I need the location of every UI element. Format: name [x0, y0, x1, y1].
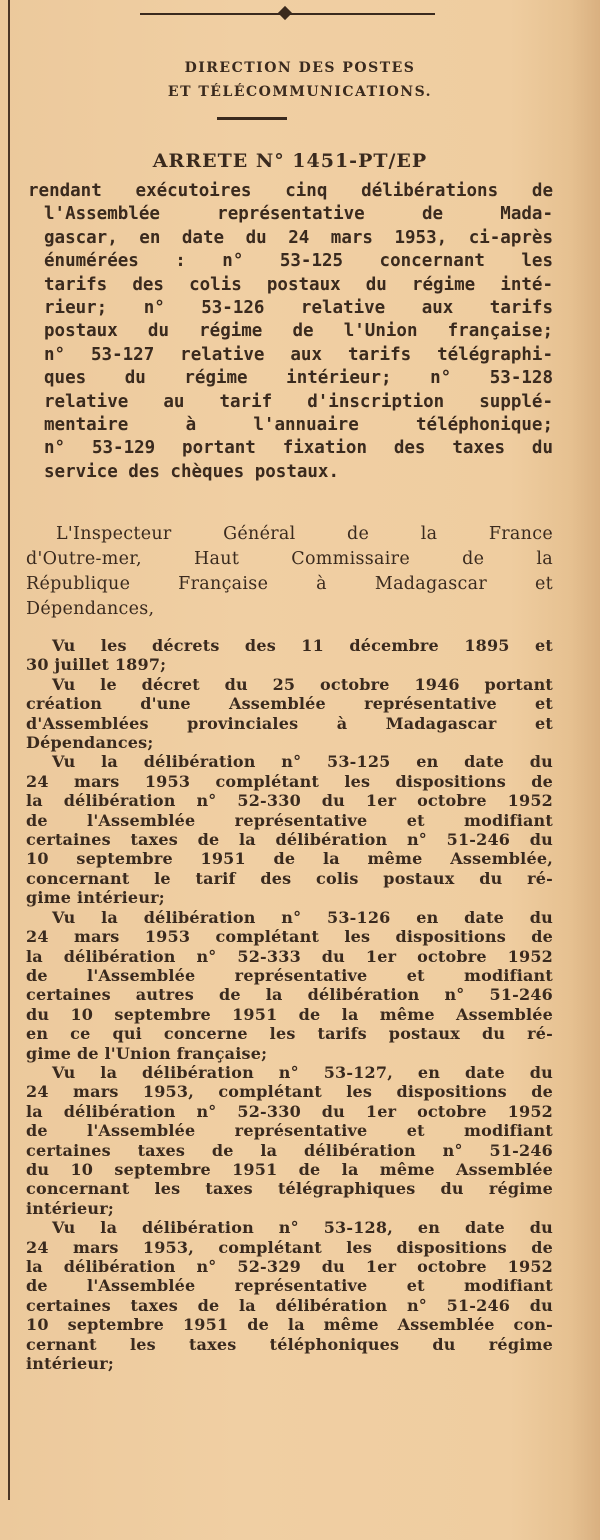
- summary-line: mentaire à l'annuaire téléphonique;: [44, 415, 553, 436]
- column-rule: [8, 0, 10, 1500]
- summary-line: tarifs des colis postaux du régime inté-: [44, 274, 553, 295]
- visa-line: Vu le décret du 25 octobre 1946 portant: [52, 674, 553, 694]
- arrete-title: ARRETE N° 1451-PT/EP: [152, 150, 428, 172]
- summary-line: n° 53-127 relative aux tarifs télégraphi-: [44, 344, 553, 365]
- visa-line: Dépendances;: [26, 733, 154, 753]
- visa-line: 10 septembre 1951 de la même Assemblée,: [26, 849, 553, 869]
- summary-line: postaux du régime de l'Union française;: [44, 321, 553, 342]
- visa-line: la délibération n° 52-330 du 1er octobre 1952: [26, 1101, 553, 1121]
- visa-line: Vu les décrets des 11 décembre 1895 et: [52, 636, 553, 655]
- visa-line: Vu la délibération n° 53-128, en date du: [52, 1218, 553, 1238]
- visa-line: en ce qui concerne les tarifs postaux du ré-: [26, 1024, 553, 1044]
- visa-line: création d'une Assemblée représentative et: [26, 694, 553, 714]
- visa-line: de l'Assemblée représentative et modifiant: [26, 810, 553, 830]
- visa-line: gime intérieur;: [26, 888, 165, 908]
- visa-line: Vu la délibération n° 53-127, en date du: [52, 1062, 553, 1082]
- visa-line: intérieur;: [26, 1354, 114, 1374]
- visa-line: 10 septembre 1951 de la même Assemblée con-: [26, 1315, 553, 1335]
- visa-line: certaines taxes de la délibération n° 51-246 du: [26, 1295, 553, 1315]
- department-heading-line-2: ET TÉLÉCOMMUNICATIONS.: [167, 84, 433, 100]
- visa-line: de l'Assemblée représentative et modifiant: [26, 965, 553, 985]
- diamond-ornament-icon: [140, 12, 435, 16]
- visa-line: la délibération n° 52-333 du 1er octobre 1952: [26, 946, 553, 966]
- summary-line: service des chèques postaux.: [44, 461, 340, 482]
- visa-line: d'Assemblées provinciales à Madagascar et: [26, 713, 553, 733]
- separator-rule: [217, 117, 287, 120]
- preamble-line: République Française à Madagascar et: [26, 574, 553, 594]
- visa-line: de l'Assemblée représentative et modifiant: [26, 1121, 553, 1141]
- visa-line: concernant le tarif des colis postaux du ré-: [26, 868, 553, 888]
- department-heading-line-1: DIRECTION DES POSTES: [184, 60, 416, 76]
- visa-line: 24 mars 1953, complétant les dispositions de: [26, 1082, 553, 1102]
- visa-line: cernant les taxes téléphoniques du régime: [26, 1334, 553, 1354]
- visa-line: 24 mars 1953 complétant les dispositions de: [26, 927, 553, 947]
- preamble-line: L'Inspecteur Général de la France: [56, 524, 553, 544]
- visa-line: 24 mars 1953, complétant les dispositions de: [26, 1237, 553, 1257]
- arrete-summary: [28, 180, 553, 484]
- visa-line: intérieur;: [26, 1198, 114, 1218]
- summary-line: rendant exécutoires cinq délibérations de: [28, 181, 553, 201]
- preamble-line: d'Outre-mer, Haut Commissaire de la: [26, 549, 553, 569]
- visas: [26, 636, 553, 1373]
- visa-line: la délibération n° 52-330 du 1er octobre 1952: [26, 791, 553, 811]
- preamble-line: Dépendances,: [26, 599, 155, 619]
- visa-line: du 10 septembre 1951 de la même Assemblée: [26, 1004, 553, 1024]
- visa-line: Vu la délibération n° 53-126 en date du: [52, 907, 553, 927]
- preamble: [26, 522, 553, 622]
- visa-line: 30 juillet 1897;: [26, 655, 167, 675]
- ornament-diamond: [278, 6, 292, 20]
- visa-line: certaines taxes de la délibération n° 51-246: [26, 1140, 553, 1160]
- summary-line: rieur; n° 53-126 relative aux tarifs: [44, 298, 553, 319]
- visa-line: certaines autres de la délibération n° 51-246: [26, 985, 553, 1005]
- visa-line: 24 mars 1953 complétant les dispositions de: [26, 771, 553, 791]
- summary-line: énumérées : n° 53-125 concernant les: [44, 251, 553, 272]
- visa-line: du 10 septembre 1951 de la même Assemblée: [26, 1159, 553, 1179]
- summary-line: l'Assemblée représentative de Mada-: [44, 204, 553, 225]
- summary-line: relative au tarif d'inscription supplé-: [44, 391, 553, 412]
- summary-line: gascar, en date du 24 mars 1953, ci-après: [44, 227, 553, 248]
- visa-line: concernant les taxes télégraphiques du régime: [26, 1179, 553, 1199]
- visa-line: de l'Assemblée représentative et modifiant: [26, 1276, 553, 1296]
- summary-line: n° 53-129 portant fixation des taxes du: [44, 438, 553, 459]
- visa-line: certaines taxes de la délibération n° 51-246 du: [26, 830, 553, 850]
- summary-line: ques du régime intérieur; n° 53-128: [44, 368, 553, 389]
- visa-line: la délibération n° 52-329 du 1er octobre 1952: [26, 1257, 553, 1276]
- visa-line: Vu la délibération n° 53-125 en date du: [52, 752, 553, 772]
- visa-line: gime de l'Union française;: [26, 1043, 268, 1063]
